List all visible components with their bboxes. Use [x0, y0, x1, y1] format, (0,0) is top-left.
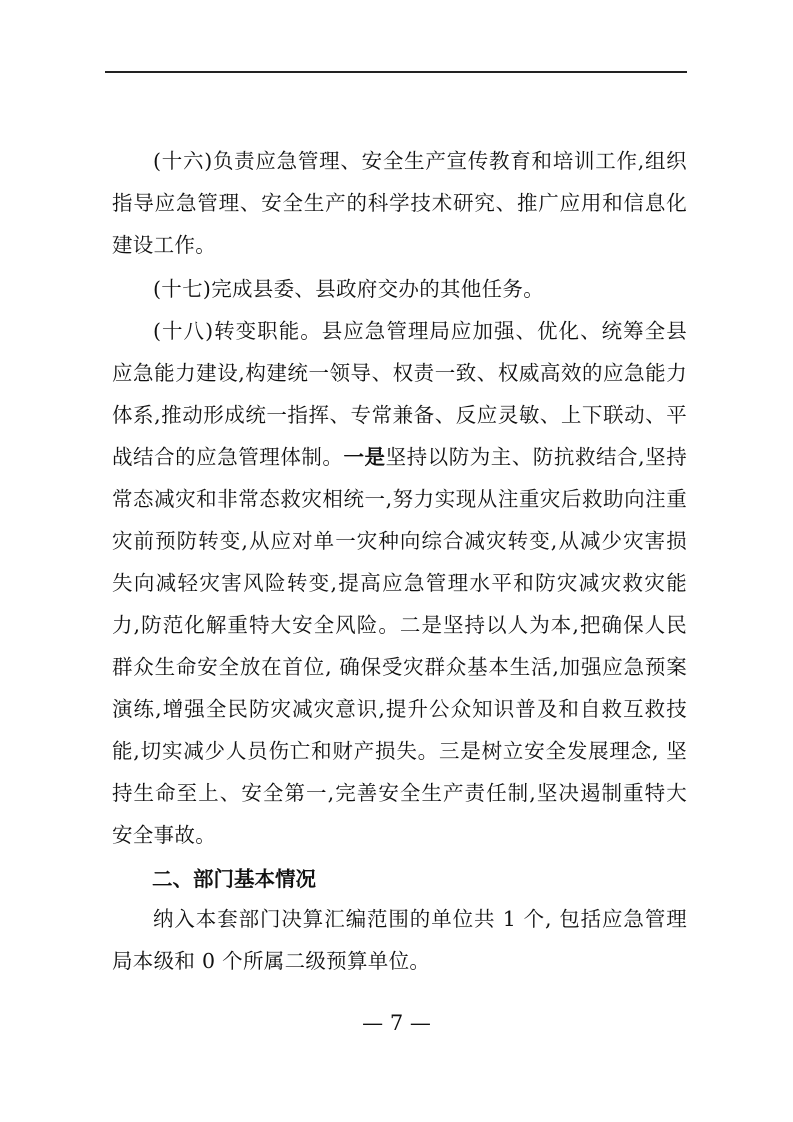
paragraph-18-first-label: 一是 — [343, 445, 386, 469]
section-heading: 二、部门基本情况 — [152, 867, 316, 891]
paragraph-16: (十六)负责应急管理、安全生产宣传教育和培训工作,组织指导应急管理、安全生产的科学技术研究、推广应用和信息化建设工作。 — [112, 149, 687, 257]
paragraph-18 — [112, 310, 687, 856]
page-number: — 7 — — [362, 1011, 431, 1035]
paragraph-17: (十七)完成县委、县政府交办的其他任务。 — [153, 277, 544, 301]
section-body: 纳入本套部门决算汇编范围的单位共 1 个, 包括应急管理局本级和 0 个所属二级预算单位。 — [112, 907, 687, 973]
paragraph-18-rest: 坚持以防为主、防抗救结合,坚持常态减灾和非常态救灾相统一,努力实现从注重灾后救助向注重灾前预防转变,从应对单一灾种向综合减灾转变,从减少灾害损失向减轻灾害风险转变,提高应急管理水平和防灾减灾救灾能力,防范化解重特大安全风险。二是坚持以人为本,把确保人民群众生命安全放在首位, 确保受灾群众基本生活,加强应急预案演练,增强全民防灾减灾意识,提升公众知识普及和自救互救技能,切实减少人员伤亡和财产损失。三是树立安全发展理念, 坚持生命至上、安全第一,完善安全生产责任制,坚决遏制重特大安全事故。 — [112, 445, 687, 847]
paragraph-18-intro: (十八)转变职能。县应急管理局应加强、优化、统筹全县应急能力建设,构建统一领导、权责一致、权威高效的应急能力体系,推动形成统一指挥、专常兼备、反应灵敏、上下联动、平战结合的应急管理体制。 — [112, 319, 687, 469]
header-rule — [105, 71, 687, 73]
